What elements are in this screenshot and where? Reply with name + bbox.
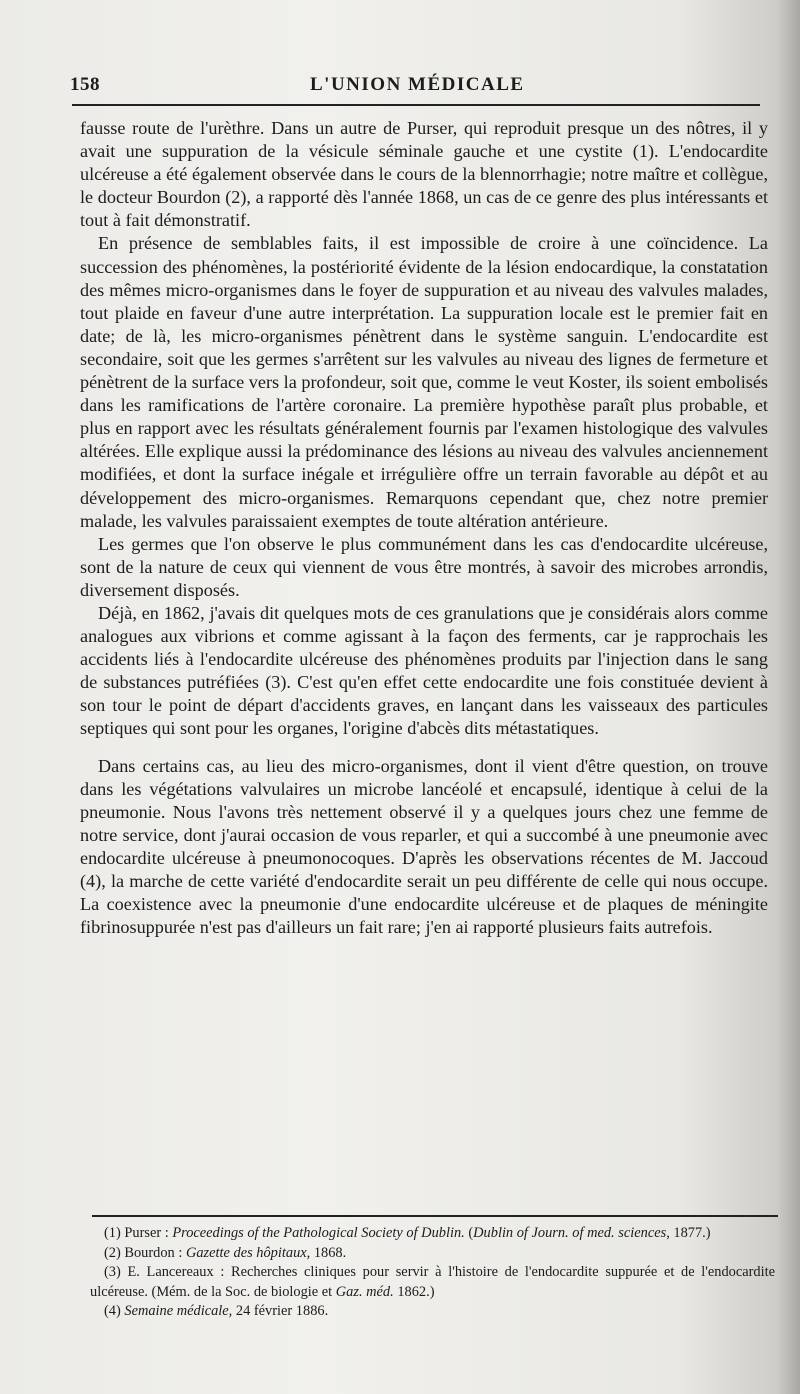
article-body xyxy=(80,117,768,939)
paragraph-2: En présence de semblables faits, il est impossible de croire à une coïncidence. La succession des phénomènes, la postériorité évidente de la lésion endocardique, la constatation des mêmes micro-organismes dans le foyer de suppuration et au niveau des valvules malades, tout plaide en faveur d'une autre interprétation. La suppuration locale est le premier fait en date; de là, les micro-organismes pénètrent dans le système sanguin. L'endocardite est secondaire, soit que les germes s'arrêtent sur les valvules au niveau des lignes de fermeture et pénètrent de la surface vers la profondeur, soit que, comme le veut Koster, ils soient embolisés dans les ramifications de l'artère coronaire. La première hypothèse paraît plus probable, et plus en rapport avec les résultats généralement fournis par l'examen histologique des valvules altérées. Elle explique aussi la prédominance des lésions au niveau des valvules anciennement modifiées, et dont la surface inégale et irrégulière offre un terrain favorable au dépôt et au développement des micro-organismes. Remarquons cependant que, chez notre premier malade, les valvules paraissaient exemptes de toute altération antérieure. xyxy=(80,233,768,531)
page-number: 158 xyxy=(70,74,100,95)
footnote-3: (3) E. Lancereaux : Recherches cliniques pour servir à l'histoire de l'endocardite suppurée et de l'endocardite ulcéreuse. (Mém. de la Soc. de biologie et Gaz. méd. 1862.) xyxy=(90,1264,775,1300)
paragraph-3: Les germes que l'on observe le plus communément dans les cas d'endocardite ulcéreuse, sont de la nature de ceux qui viennent de vous être montrés, à savoir des microbes arrondis, diversement disposés. xyxy=(80,533,768,600)
paragraph-5: Dans certains cas, au lieu des micro-organismes, dont il vient d'être question, on trouve dans les végétations valvulaires un microbe lancéolé et encapsulé, identique à celui de la pneumonie. Nous l'avons très nettement observé il y a quelques jours chez une femme de notre service, dont j'aurai occasion de vous reparler, et qui a succombé à une pneumonie avec endocardite ulcéreuse à pneumonocoques. D'après les observations récentes de M. Jaccoud (4), la marche de cette variété d'endocardite serait un peu différente de celle qui nous occupe. La coexistence avec la pneumonie d'une endocardite ulcéreuse et de plaques de méningite fibrinosuppurée n'est pas d'ailleurs un fait rare; j'en ai rapporté plusieurs faits autrefois. xyxy=(80,755,768,938)
page-header xyxy=(70,72,760,102)
paragraph-1: fausse route de l'urèthre. Dans un autre de Purser, qui reproduit presque un des nôtres, il y avait une suppuration de la vésicule séminale gauche et une cystite (1). L'endocardite ulcéreuse a été également observée dans le cours de la blennorrhagie; notre maître et collègue, le docteur Bourdon (2), a rapporté dès l'année 1868, un cas de ce genre des plus intéressants et tout à fait démonstratif. xyxy=(80,118,768,231)
footnote-rule xyxy=(92,1215,778,1217)
footnote-1: (1) Purser : Proceedings of the Pathological Society of Dublin. (Dublin of Journ. of med. sciences, 1877.) xyxy=(104,1225,711,1241)
footnote-4: (4) Semaine médicale, 24 février 1886. xyxy=(104,1303,329,1319)
paragraph-4: Déjà, en 1862, j'avais dit quelques mots de ces granulations que je considérais alors comme analogues aux vibrions et comme agissant à la façon des ferments, car je rapprochais les accidents liés à l'endocardite ulcéreuse des phénomènes produits par l'injection dans le sang de substances putréfiées (3). C'est qu'en effet cette endocardite une fois constituée devient à son tour le point de départ d'accidents graves, en lançant dans les vaisseaux des particules septiques qui sont pour les organes, l'origine d'abcès dits métastatiques. xyxy=(80,602,768,739)
header-rule xyxy=(72,104,760,106)
footnote-2: (2) Bourdon : Gazette des hôpitaux, 1868. xyxy=(104,1244,347,1261)
footnotes xyxy=(90,1224,775,1322)
running-title: L'UNION MÉDICALE xyxy=(310,74,525,95)
